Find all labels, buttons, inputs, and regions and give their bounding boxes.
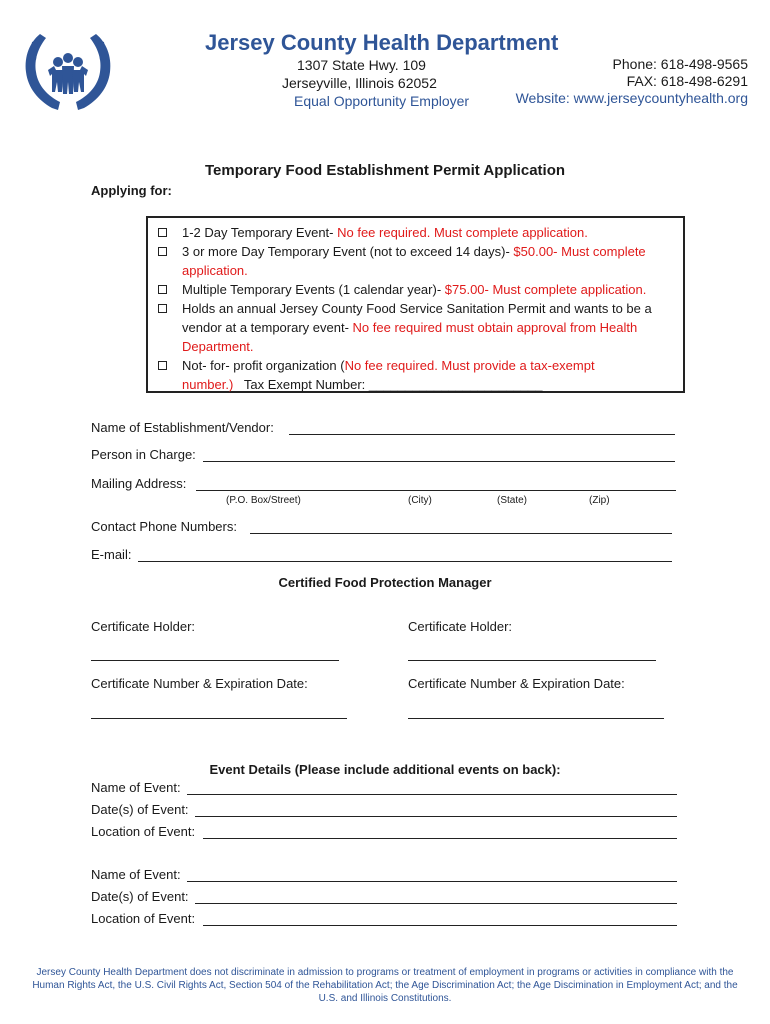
event-date-1-input[interactable] xyxy=(195,816,677,817)
checkbox[interactable] xyxy=(158,285,167,294)
event-date-1-label: Date(s) of Event: xyxy=(91,802,189,817)
equal-opportunity-employer: Equal Opportunity Employer xyxy=(294,93,470,109)
event-location-1-input[interactable] xyxy=(203,838,677,839)
event-date-2-label: Date(s) of Event: xyxy=(91,889,189,904)
mailing-address-input[interactable] xyxy=(196,490,676,491)
establishment-input[interactable] xyxy=(289,434,675,435)
person-in-charge-label: Person in Charge: xyxy=(91,447,196,462)
po-box-caption: (P.O. Box/Street) xyxy=(226,495,301,506)
certificate-number-left-label: Certificate Number & Expiration Date: xyxy=(91,676,308,691)
phone-number: Phone: 618-498-9565 xyxy=(612,56,748,72)
event-name-2-label: Name of Event: xyxy=(91,867,181,882)
event-location-2-input[interactable] xyxy=(203,925,677,926)
event-details-heading: Event Details (Please include additional events on back): xyxy=(209,762,561,777)
form-title: Temporary Food Establishment Permit Application xyxy=(204,162,566,179)
checkbox[interactable] xyxy=(158,228,167,237)
health-department-logo xyxy=(22,30,114,114)
mailing-address-label: Mailing Address: xyxy=(91,476,187,491)
website: Website: www.jerseycountyhealth.org xyxy=(515,90,748,106)
event-name-2-input[interactable] xyxy=(187,881,677,882)
checkbox[interactable] xyxy=(158,304,167,313)
certificate-holder-left-label: Certificate Holder: xyxy=(91,619,196,634)
contact-phone-label: Contact Phone Numbers: xyxy=(91,519,237,534)
certificate-holder-right-label: Certificate Holder: xyxy=(408,619,513,634)
checkbox[interactable] xyxy=(158,361,167,370)
tax-exempt-number-field[interactable]: Tax Exempt Number: ________________________ xyxy=(233,377,543,392)
event-location-2-label: Location of Event: xyxy=(91,911,196,926)
org-name: Jersey County Health Department xyxy=(205,30,559,55)
event-location-1-label: Location of Event: xyxy=(91,824,196,839)
cfpm-heading: Certified Food Protection Manager xyxy=(278,575,492,590)
checkbox[interactable] xyxy=(158,247,167,256)
event-name-1-label: Name of Event: xyxy=(91,780,181,795)
zip-caption: (Zip) xyxy=(589,495,610,506)
state-caption: (State) xyxy=(497,495,528,506)
city-caption: (City) xyxy=(408,495,432,506)
certificate-number-left-input[interactable] xyxy=(91,718,347,719)
event-date-2-input[interactable] xyxy=(195,903,677,904)
nondiscrimination-footer: Jersey County Health Department does not discriminate in admission to programs or treatment of employment in programs or activities in compliance with the Human Rights Act, the U.S. Civil Rights Act, Section 504 of the Rehabilitation Act; the Age Discrimination Act; the Age Discimination in Employment Act; and the U.S. and Illinois Constitutions. xyxy=(32,967,738,1004)
address-line-1: 1307 State Hwy. 109 xyxy=(297,57,426,73)
email-input[interactable] xyxy=(138,561,672,562)
permit-type-options: 1-2 Day Temporary Event- No fee required. Must complete application. 3 or more Day Temporary Event (not to exceed 14 days)- $50.00- Must complete application. Multiple Temporary Events (1 calendar year)- $75.00- Must complete application. Holds an annual Jersey County Food Service Sanitation Permit and wants to be a vendor at a temporary event- No fee required must obtain approval from Health Department. Not- for- profit organization (No fee required. Must provide a tax-exempt number.) Tax Exempt Number: ________________________ xyxy=(146,216,685,393)
certificate-number-right-input[interactable] xyxy=(408,718,664,719)
email-label: E-mail: xyxy=(91,547,132,562)
address-line-2: Jerseyville, Illinois 62052 xyxy=(282,75,437,91)
event-name-1-input[interactable] xyxy=(187,794,677,795)
contact-phone-input[interactable] xyxy=(250,533,672,534)
certificate-number-right-label: Certificate Number & Expiration Date: xyxy=(408,676,625,691)
applying-for-label: Applying for: xyxy=(91,183,172,198)
fax-number: FAX: 618-498-6291 xyxy=(626,73,748,89)
person-in-charge-input[interactable] xyxy=(203,461,675,462)
establishment-label: Name of Establishment/Vendor: xyxy=(91,420,274,435)
certificate-holder-right-input[interactable] xyxy=(408,660,656,661)
certificate-holder-left-input[interactable] xyxy=(91,660,339,661)
